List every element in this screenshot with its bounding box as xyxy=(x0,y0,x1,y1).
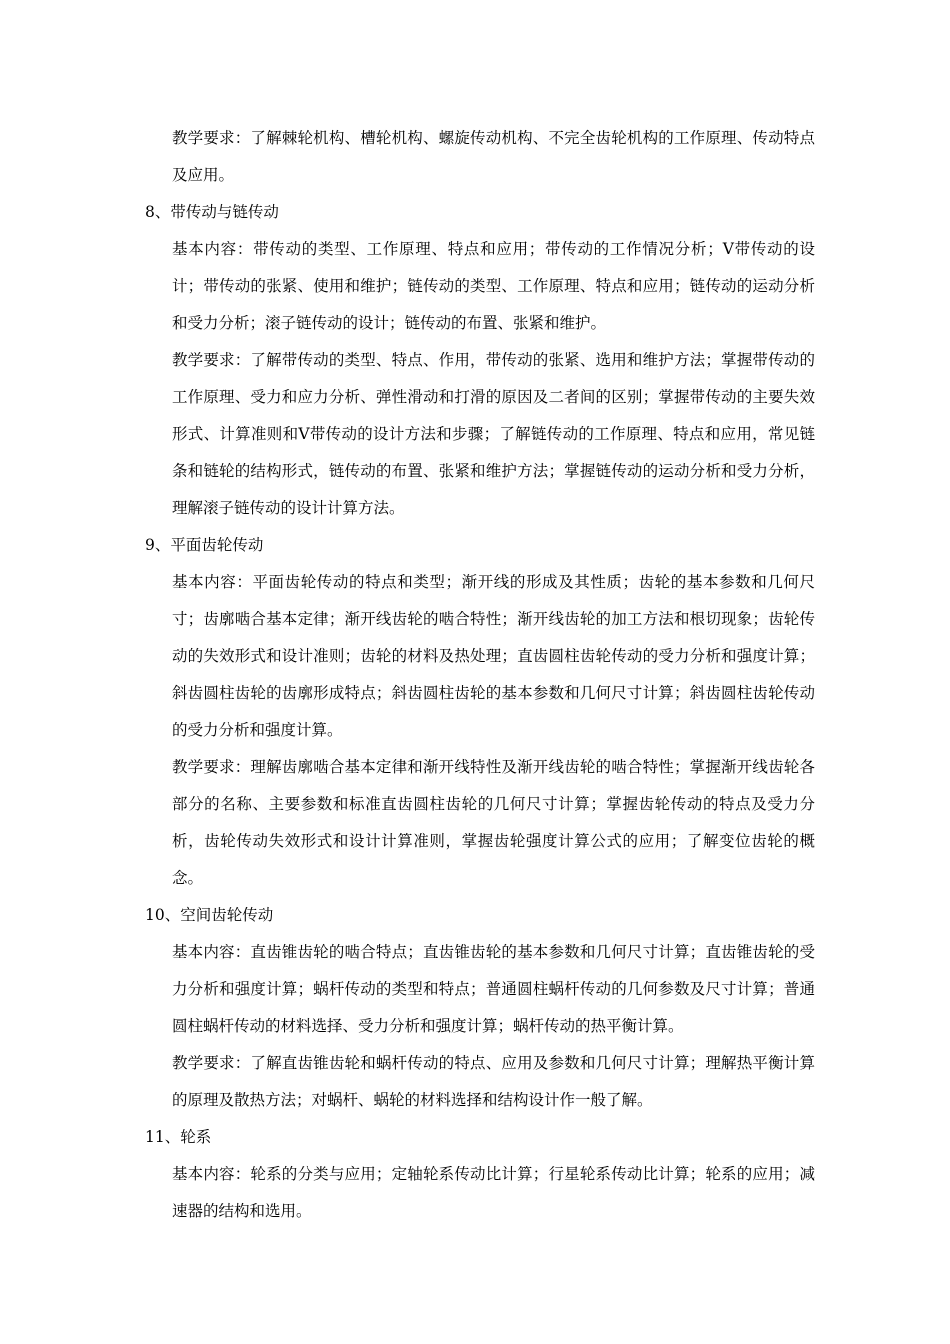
document-body xyxy=(145,120,815,1230)
paragraph-basic-content-9: 基本内容：平面齿轮传动的特点和类型；渐开线的形成及其性质；齿轮的基本参数和几何尺寸；齿廓啮合基本定律；渐开线齿轮的啮合特性；渐开线齿轮的加工方法和根切现象；齿轮传动的失效形式和设计准则；齿轮的材料及热处理；直齿圆柱齿轮传动的受力分析和强度计算；斜齿圆柱齿轮的齿廓形成特点；斜齿圆柱齿轮的基本参数和几何尺寸计算；斜齿圆柱齿轮传动的受力分析和强度计算。 xyxy=(172,573,815,739)
paragraph-teaching-requirements-8: 教学要求：了解带传动的类型、特点、作用，带传动的张紧、选用和维护方法；掌握带传动的工作原理、受力和应力分析、弹性滑动和打滑的原因及二者间的区别；掌握带传动的主要失效形式、计算准则和V带传动的设计方法和步骤；了解链传动的工作原理、特点和应用，常见链条和链轮的结构形式，链传动的布置、张紧和维护方法；掌握链传动的运动分析和受力分析，理解滚子链传动的设计计算方法。 xyxy=(172,351,815,517)
section-heading-10: 10、空间齿轮传动 xyxy=(145,906,274,924)
paragraph-basic-content-8: 基本内容：带传动的类型、工作原理、特点和应用；带传动的工作情况分析；V带传动的设计；带传动的张紧、使用和维护；链传动的类型、工作原理、特点和应用；链传动的运动分析和受力分析；滚子链传动的设计；链传动的布置、张紧和维护。 xyxy=(172,240,815,332)
paragraph-teaching-requirements-9: 教学要求：理解齿廓啮合基本定律和渐开线特性及渐开线齿轮的啮合特性；掌握渐开线齿轮各部分的名称、主要参数和标准直齿圆柱齿轮的几何尺寸计算；掌握齿轮传动的特点及受力分析，齿轮传动失效形式和设计计算准则，掌握齿轮强度计算公式的应用；了解变位齿轮的概念。 xyxy=(172,758,815,887)
paragraph-teaching-requirements-7: 教学要求：了解棘轮机构、槽轮机构、螺旋传动机构、不完全齿轮机构的工作原理、传动特点及应用。 xyxy=(172,129,815,184)
paragraph-basic-content-10: 基本内容：直齿锥齿轮的啮合特点；直齿锥齿轮的基本参数和几何尺寸计算；直齿锥齿轮的受力分析和强度计算；蜗杆传动的类型和特点；普通圆柱蜗杆传动的几何参数及尺寸计算；普通圆柱蜗杆传动的材料选择、受力分析和强度计算；蜗杆传动的热平衡计算。 xyxy=(172,943,815,1035)
paragraph-basic-content-11: 基本内容：轮系的分类与应用；定轴轮系传动比计算；行星轮系传动比计算；轮系的应用；减速器的结构和选用。 xyxy=(172,1165,815,1220)
section-heading-9: 9、平面齿轮传动 xyxy=(145,536,264,554)
section-heading-8: 8、带传动与链传动 xyxy=(145,203,279,221)
paragraph-teaching-requirements-10: 教学要求：了解直齿锥齿轮和蜗杆传动的特点、应用及参数和几何尺寸计算；理解热平衡计算的原理及散热方法；对蜗杆、蜗轮的材料选择和结构设计作一般了解。 xyxy=(172,1054,815,1109)
section-heading-11: 11、轮系 xyxy=(145,1128,212,1146)
